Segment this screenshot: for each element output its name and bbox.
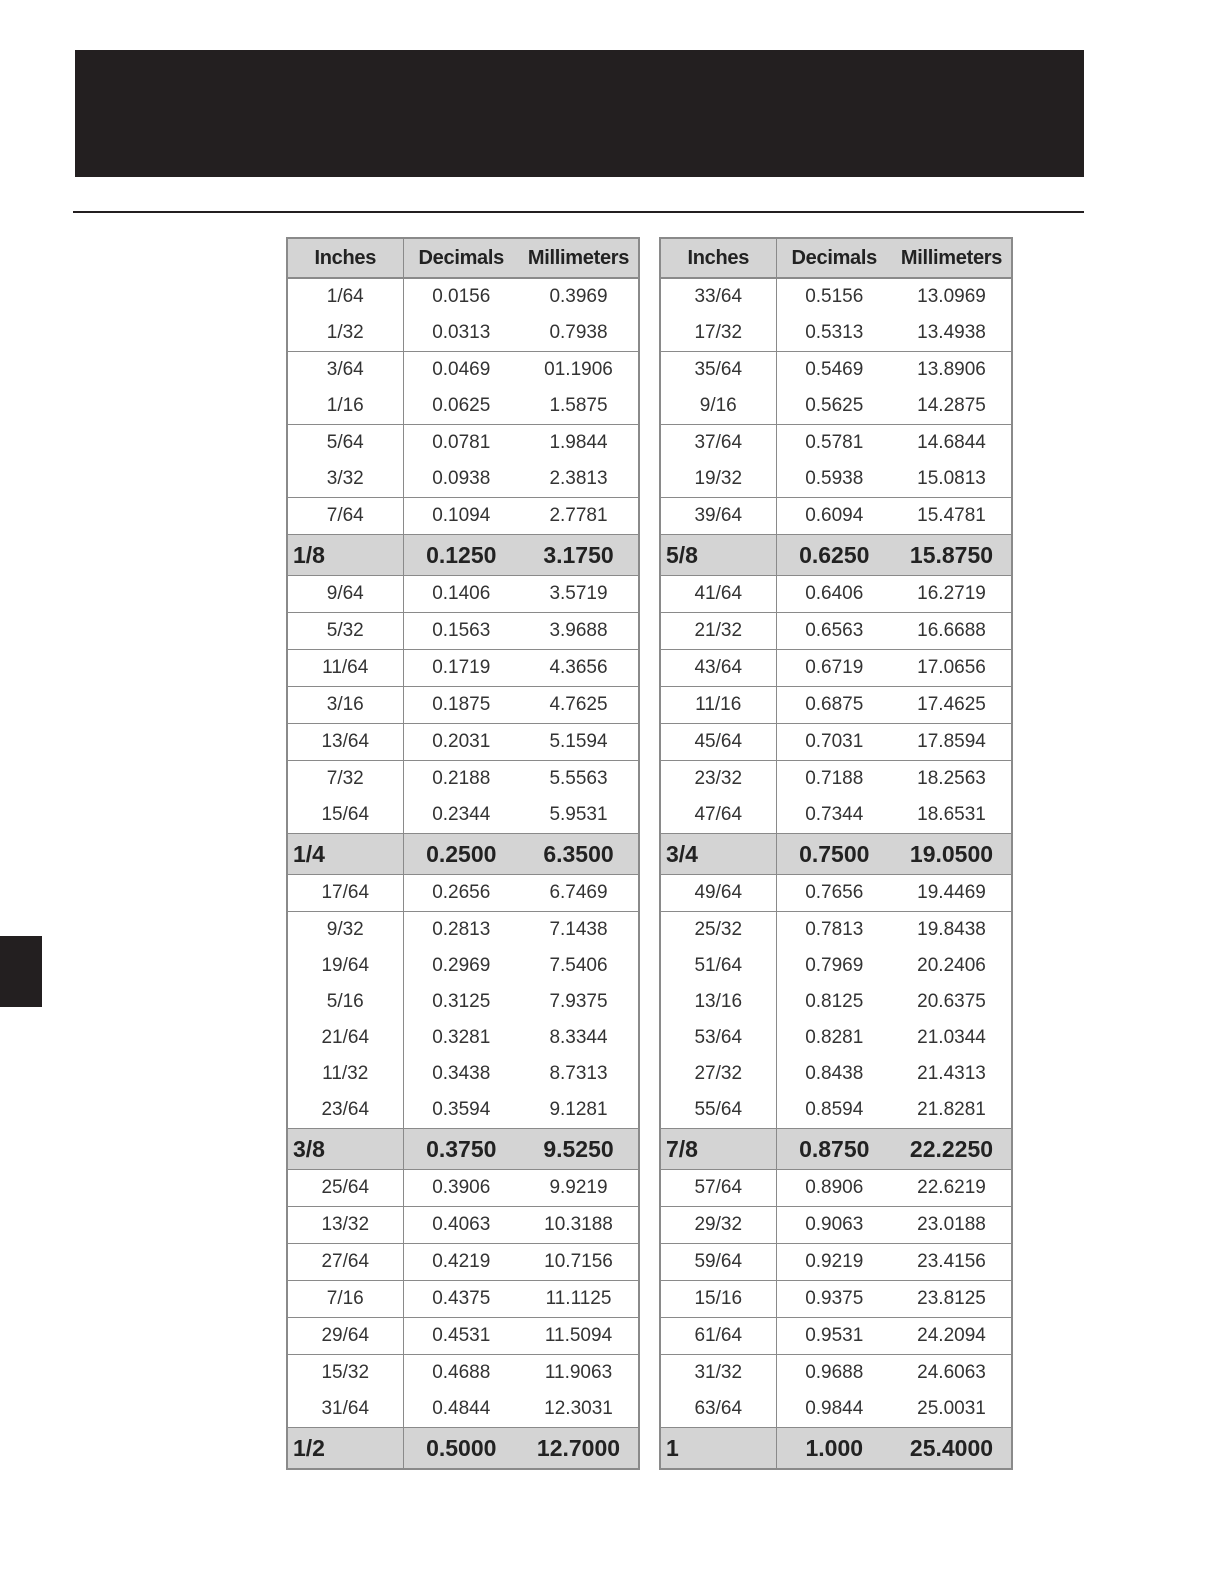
millimeters-cell: 15.8750 xyxy=(892,535,1012,576)
millimeters-cell: 12.3031 xyxy=(544,1398,613,1419)
inches-cell: 1/16 xyxy=(287,388,403,425)
table-row xyxy=(660,352,1012,389)
inches-cell: 13/16 xyxy=(660,984,776,1020)
inches-cell: 9/32 xyxy=(287,912,403,949)
inches-cell: 19/64 xyxy=(287,948,403,984)
millimeters-cell: 9.9219 xyxy=(519,1170,639,1207)
decimal-cell: 0.7500 xyxy=(776,834,892,875)
decimal-cell: 0.6250 xyxy=(776,535,892,576)
table-row xyxy=(660,650,1012,687)
millimeters-cell: 3.9688 xyxy=(519,613,639,650)
table-row xyxy=(287,875,639,912)
inches-cell: 15/16 xyxy=(660,1281,776,1318)
inches-cell: 49/64 xyxy=(660,875,776,912)
decimal-cell: 0.2969 xyxy=(432,955,491,976)
decimal-cell: 0.8125 xyxy=(805,991,864,1012)
side-tab-marker xyxy=(0,936,42,1007)
header-millimeters: Millimeters xyxy=(519,238,639,278)
table-row xyxy=(287,1092,639,1129)
millimeters-cell: 23.4156 xyxy=(892,1244,1012,1281)
decimal-cell: 0.3438 xyxy=(432,1063,491,1084)
inches-cell: 17/32 xyxy=(660,315,776,352)
inches-cell: 41/64 xyxy=(660,576,776,613)
table-row xyxy=(660,1244,1012,1281)
millimeters-cell: 8.3344 xyxy=(549,1027,608,1048)
decimal-cell: 0.5313 xyxy=(805,322,864,343)
millimeters-cell: 15.0813 xyxy=(917,468,986,489)
table-row xyxy=(660,315,1012,352)
inches-cell: 7/16 xyxy=(287,1281,403,1318)
table-row xyxy=(287,1318,639,1355)
decimal-cell: 0.9063 xyxy=(776,1207,892,1244)
inches-cell: 5/64 xyxy=(287,425,403,462)
inches-cell: 3/32 xyxy=(287,461,403,498)
inches-cell: 5/8 xyxy=(660,535,776,576)
table-row xyxy=(287,650,639,687)
decimal-cell: 0.9688 xyxy=(776,1355,892,1392)
millimeters-cell: 4.7625 xyxy=(519,687,639,724)
table-row xyxy=(287,461,639,498)
table-row xyxy=(660,1056,1012,1092)
inches-cell: 17/64 xyxy=(287,875,403,912)
inches-cell: 29/64 xyxy=(287,1318,403,1355)
decimal-cell: 0.0625 xyxy=(432,395,491,416)
millimeters-cell: 14.6844 xyxy=(892,425,1012,462)
table-row xyxy=(287,1244,639,1281)
millimeters-cell: 5.1594 xyxy=(519,724,639,761)
millimeters-cell: 7.1438 xyxy=(519,912,639,949)
millimeters-cell: 25.0031 xyxy=(917,1398,986,1419)
decimal-cell: 0.6563 xyxy=(776,613,892,650)
decimal-cell: 0.8438 xyxy=(805,1063,864,1084)
millimeters-cell: 11.5094 xyxy=(519,1318,639,1355)
millimeters-cell: 17.4625 xyxy=(892,687,1012,724)
decimal-cell: 0.2031 xyxy=(403,724,519,761)
table-row-major xyxy=(660,834,1012,875)
inches-cell: 5/32 xyxy=(287,613,403,650)
decimal-cell: 0.9844 xyxy=(805,1398,864,1419)
millimeters-cell: 01.1906 xyxy=(519,352,639,389)
millimeters-cell: 15.4781 xyxy=(892,498,1012,535)
millimeters-cell: 6.3500 xyxy=(519,834,639,875)
millimeters-cell: 17.0656 xyxy=(892,650,1012,687)
inches-cell: 23/64 xyxy=(287,1092,403,1129)
decimal-cell: 0.5938 xyxy=(805,468,864,489)
table-row xyxy=(660,1207,1012,1244)
table-row xyxy=(660,425,1012,462)
millimeters-cell: 22.2250 xyxy=(892,1129,1012,1170)
decimal-cell: 0.2500 xyxy=(403,834,519,875)
table-row xyxy=(287,425,639,462)
inches-cell: 11/32 xyxy=(287,1056,403,1092)
table-row xyxy=(287,1207,639,1244)
table-row xyxy=(287,948,639,984)
millimeters-cell: 3.5719 xyxy=(519,576,639,613)
inches-cell: 37/64 xyxy=(660,425,776,462)
table-row xyxy=(287,761,639,798)
decimal-cell: 0.1563 xyxy=(403,613,519,650)
decimal-cell: 0.7344 xyxy=(805,804,864,825)
table-row xyxy=(660,1355,1012,1392)
decimal-cell: 0.1719 xyxy=(403,650,519,687)
decimal-cell: 0.9375 xyxy=(776,1281,892,1318)
decimal-cell: 0.5781 xyxy=(776,425,892,462)
decimal-cell: 0.2656 xyxy=(403,875,519,912)
decimal-cell: 0.1875 xyxy=(403,687,519,724)
inches-cell: 57/64 xyxy=(660,1170,776,1207)
table-row xyxy=(287,1020,639,1056)
inches-cell: 25/64 xyxy=(287,1170,403,1207)
table-row xyxy=(287,278,639,315)
decimal-cell: 0.7656 xyxy=(776,875,892,912)
table-header-row xyxy=(660,238,1012,278)
inches-cell: 1/8 xyxy=(287,535,403,576)
table-row xyxy=(660,1318,1012,1355)
millimeters-cell: 9.1281 xyxy=(549,1099,608,1120)
decimal-cell: 0.0313 xyxy=(432,322,491,343)
decimal-cell: 0.2188 xyxy=(403,761,519,798)
table-row xyxy=(287,613,639,650)
millimeters-cell: 13.0969 xyxy=(917,286,986,307)
inches-cell: 21/32 xyxy=(660,613,776,650)
inches-cell: 51/64 xyxy=(660,948,776,984)
inches-cell: 11/16 xyxy=(660,687,776,724)
decimal-cell: 0.5156 xyxy=(805,286,864,307)
inches-cell: 7/8 xyxy=(660,1129,776,1170)
decimal-cell: 0.1250 xyxy=(403,535,519,576)
header-bar xyxy=(75,50,1084,177)
inches-cell: 7/64 xyxy=(287,498,403,535)
millimeters-cell: 22.6219 xyxy=(892,1170,1012,1207)
millimeters-cell: 10.7156 xyxy=(519,1244,639,1281)
inches-cell: 63/64 xyxy=(660,1391,776,1428)
millimeters-cell: 16.2719 xyxy=(892,576,1012,613)
decimal-cell: 0.5625 xyxy=(805,395,864,416)
inches-cell: 7/32 xyxy=(287,761,403,798)
millimeters-cell: 21.4313 xyxy=(917,1063,986,1084)
decimal-cell: 0.9219 xyxy=(776,1244,892,1281)
decimal-cell: 0.7188 xyxy=(776,761,892,798)
millimeters-cell: 16.6688 xyxy=(892,613,1012,650)
table-row xyxy=(287,1056,639,1092)
table-row xyxy=(660,498,1012,535)
millimeters-cell: 19.8438 xyxy=(892,912,1012,949)
inches-cell: 31/64 xyxy=(287,1391,403,1428)
decimal-cell: 0.3281 xyxy=(432,1027,491,1048)
inches-cell: 19/32 xyxy=(660,461,776,498)
decimal-cell: 0.4688 xyxy=(403,1355,519,1392)
table-row xyxy=(287,1170,639,1207)
table-row-major xyxy=(660,535,1012,576)
decimal-cell: 0.2344 xyxy=(432,804,491,825)
table-row xyxy=(287,388,639,425)
decimal-cell: 0.3594 xyxy=(432,1099,491,1120)
table-row xyxy=(287,912,639,949)
decimal-cell: 0.0156 xyxy=(432,286,491,307)
table-row xyxy=(660,687,1012,724)
table-row xyxy=(660,797,1012,834)
decimal-cell: 0.7031 xyxy=(776,724,892,761)
millimeters-cell: 5.5563 xyxy=(519,761,639,798)
inches-cell: 5/16 xyxy=(287,984,403,1020)
table-row-major xyxy=(287,1129,639,1170)
millimeters-cell: 11.1125 xyxy=(519,1281,639,1318)
decimal-cell: 0.8594 xyxy=(805,1099,864,1120)
decimal-cell: 0.3906 xyxy=(403,1170,519,1207)
decimal-cell: 1.000 xyxy=(776,1428,892,1470)
inches-cell: 11/64 xyxy=(287,650,403,687)
table-row-major xyxy=(660,1129,1012,1170)
millimeters-cell: 19.4469 xyxy=(892,875,1012,912)
decimal-cell: 0.6719 xyxy=(776,650,892,687)
millimeters-cell: 18.6531 xyxy=(917,804,986,825)
decimal-cell: 0.5000 xyxy=(403,1428,519,1470)
inches-cell: 1/2 xyxy=(287,1428,403,1470)
millimeters-cell: 23.0188 xyxy=(892,1207,1012,1244)
table-row xyxy=(660,613,1012,650)
inches-cell: 1/32 xyxy=(287,315,403,352)
conversion-table-left xyxy=(286,237,640,1470)
inches-cell: 3/64 xyxy=(287,352,403,389)
header-rule xyxy=(73,211,1084,213)
inches-cell: 9/64 xyxy=(287,576,403,613)
millimeters-cell: 20.6375 xyxy=(917,991,986,1012)
inches-cell: 61/64 xyxy=(660,1318,776,1355)
table-row xyxy=(660,278,1012,315)
millimeters-cell: 1.5875 xyxy=(549,395,608,416)
table-row-major xyxy=(287,1428,639,1470)
decimal-cell: 0.6875 xyxy=(776,687,892,724)
millimeters-cell: 25.4000 xyxy=(892,1428,1012,1470)
inches-cell: 25/32 xyxy=(660,912,776,949)
millimeters-cell: 19.0500 xyxy=(892,834,1012,875)
table-header-row xyxy=(287,238,639,278)
table-row-major xyxy=(660,1428,1012,1470)
decimal-cell: 0.0781 xyxy=(403,425,519,462)
table-row xyxy=(660,388,1012,425)
inches-cell: 9/16 xyxy=(660,388,776,425)
millimeters-cell: 7.9375 xyxy=(549,991,608,1012)
millimeters-cell: 11.9063 xyxy=(519,1355,639,1392)
decimal-cell: 0.1406 xyxy=(403,576,519,613)
inches-cell: 21/64 xyxy=(287,1020,403,1056)
decimal-cell: 0.2813 xyxy=(403,912,519,949)
header-inches: Inches xyxy=(660,238,776,278)
inches-cell: 27/64 xyxy=(287,1244,403,1281)
decimal-cell: 0.7969 xyxy=(805,955,864,976)
table-row xyxy=(660,761,1012,798)
table-row xyxy=(660,1170,1012,1207)
table-row xyxy=(660,461,1012,498)
millimeters-cell: 7.5406 xyxy=(549,955,608,976)
table-row xyxy=(660,724,1012,761)
table-row xyxy=(660,1020,1012,1056)
millimeters-cell: 5.9531 xyxy=(549,804,608,825)
inches-cell: 15/32 xyxy=(287,1355,403,1392)
inches-cell: 13/64 xyxy=(287,724,403,761)
millimeters-cell: 6.7469 xyxy=(519,875,639,912)
millimeters-cell: 13.8906 xyxy=(892,352,1012,389)
decimal-cell: 0.3750 xyxy=(403,1129,519,1170)
millimeters-cell: 12.7000 xyxy=(519,1428,639,1470)
table-row xyxy=(287,1391,639,1428)
millimeters-cell: 13.4938 xyxy=(917,322,986,343)
millimeters-cell: 24.6063 xyxy=(892,1355,1012,1392)
table-row xyxy=(287,352,639,389)
decimal-cell: 0.4531 xyxy=(403,1318,519,1355)
table-row xyxy=(287,1355,639,1392)
inches-cell: 59/64 xyxy=(660,1244,776,1281)
millimeters-cell: 2.7781 xyxy=(519,498,639,535)
table-row xyxy=(660,912,1012,949)
millimeters-cell: 3.1750 xyxy=(519,535,639,576)
inches-cell: 31/32 xyxy=(660,1355,776,1392)
millimeters-cell: 17.8594 xyxy=(892,724,1012,761)
table-row xyxy=(660,1391,1012,1428)
header-inches: Inches xyxy=(287,238,403,278)
millimeters-cell: 8.7313 xyxy=(549,1063,608,1084)
decimal-cell: 0.6406 xyxy=(776,576,892,613)
conversion-table-right xyxy=(659,237,1013,1470)
inches-cell: 35/64 xyxy=(660,352,776,389)
decimal-cell: 0.6094 xyxy=(776,498,892,535)
millimeters-cell: 24.2094 xyxy=(892,1318,1012,1355)
table-row xyxy=(287,984,639,1020)
inches-cell: 53/64 xyxy=(660,1020,776,1056)
table-row xyxy=(660,576,1012,613)
decimal-cell: 0.0938 xyxy=(432,468,491,489)
table-row xyxy=(660,875,1012,912)
decimal-cell: 0.8906 xyxy=(776,1170,892,1207)
decimal-cell: 0.4063 xyxy=(403,1207,519,1244)
decimal-cell: 0.4375 xyxy=(403,1281,519,1318)
inches-cell: 3/8 xyxy=(287,1129,403,1170)
decimal-cell: 0.9531 xyxy=(776,1318,892,1355)
millimeters-cell: 9.5250 xyxy=(519,1129,639,1170)
decimal-cell: 0.5469 xyxy=(776,352,892,389)
inches-cell: 27/32 xyxy=(660,1056,776,1092)
inches-cell: 1/4 xyxy=(287,834,403,875)
inches-cell: 45/64 xyxy=(660,724,776,761)
table-row xyxy=(660,948,1012,984)
inches-cell: 3/16 xyxy=(287,687,403,724)
table-row xyxy=(287,315,639,352)
millimeters-cell: 21.0344 xyxy=(917,1027,986,1048)
header-millimeters: Millimeters xyxy=(892,238,1012,278)
millimeters-cell: 18.2563 xyxy=(892,761,1012,798)
decimal-cell: 0.4219 xyxy=(403,1244,519,1281)
millimeters-cell: 2.3813 xyxy=(549,468,608,489)
inches-cell: 3/4 xyxy=(660,834,776,875)
decimal-cell: 0.3125 xyxy=(432,991,491,1012)
millimeters-cell: 23.8125 xyxy=(892,1281,1012,1318)
table-row-major xyxy=(287,834,639,875)
millimeters-cell: 14.2875 xyxy=(917,395,986,416)
inches-cell: 33/64 xyxy=(660,278,776,315)
inches-cell: 55/64 xyxy=(660,1092,776,1129)
millimeters-cell: 10.3188 xyxy=(519,1207,639,1244)
millimeters-cell: 0.7938 xyxy=(549,322,608,343)
table-row-major xyxy=(287,535,639,576)
table-row xyxy=(287,1281,639,1318)
table-row xyxy=(287,724,639,761)
header-decimals: Decimals xyxy=(776,238,892,278)
table-row xyxy=(287,576,639,613)
millimeters-cell: 0.3969 xyxy=(549,286,608,307)
decimal-cell: 0.8281 xyxy=(805,1027,864,1048)
inches-cell: 13/32 xyxy=(287,1207,403,1244)
inches-cell: 23/32 xyxy=(660,761,776,798)
table-row xyxy=(660,984,1012,1020)
table-row xyxy=(660,1281,1012,1318)
decimal-cell: 0.8750 xyxy=(776,1129,892,1170)
inches-cell: 15/64 xyxy=(287,797,403,834)
millimeters-cell: 20.2406 xyxy=(917,955,986,976)
decimal-cell: 0.4844 xyxy=(432,1398,491,1419)
inches-cell: 29/32 xyxy=(660,1207,776,1244)
inches-cell: 1/64 xyxy=(287,278,403,315)
decimal-cell: 0.1094 xyxy=(403,498,519,535)
header-decimals: Decimals xyxy=(403,238,519,278)
table-row xyxy=(287,797,639,834)
inches-cell: 47/64 xyxy=(660,797,776,834)
table-row xyxy=(660,1092,1012,1129)
table-row xyxy=(287,687,639,724)
millimeters-cell: 1.9844 xyxy=(519,425,639,462)
decimal-cell: 0.0469 xyxy=(403,352,519,389)
inches-cell: 1 xyxy=(660,1428,776,1470)
millimeters-cell: 21.8281 xyxy=(917,1099,986,1120)
inches-cell: 39/64 xyxy=(660,498,776,535)
inches-cell: 43/64 xyxy=(660,650,776,687)
table-row xyxy=(287,498,639,535)
decimal-cell: 0.7813 xyxy=(776,912,892,949)
millimeters-cell: 4.3656 xyxy=(519,650,639,687)
